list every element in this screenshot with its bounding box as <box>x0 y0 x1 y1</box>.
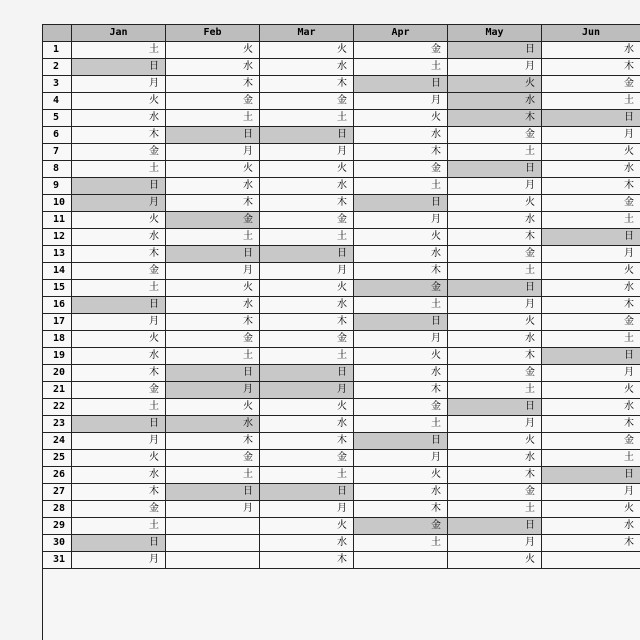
weekday-cell-jan: 火 <box>72 212 166 229</box>
weekday-cell-jun: 水 <box>542 42 640 59</box>
weekday-cell-jan: 火 <box>72 450 166 467</box>
weekday-cell-may: 土 <box>448 263 542 280</box>
weekday-cell-mar: 土 <box>260 348 354 365</box>
weekday-cell-jun: 日 <box>542 467 640 484</box>
weekday-cell-feb: 日 <box>166 365 260 382</box>
weekday-cell-jan: 木 <box>72 246 166 263</box>
weekday-cell-jun: 金 <box>542 76 640 93</box>
day-number: 18 <box>43 331 72 348</box>
weekday-cell-jan: 水 <box>72 348 166 365</box>
weekday-cell-mar: 木 <box>260 76 354 93</box>
weekday-cell-may: 水 <box>448 212 542 229</box>
table-row <box>43 178 640 195</box>
weekday-cell-apr: 火 <box>354 110 448 127</box>
weekday-cell-jan: 月 <box>72 76 166 93</box>
weekday-cell-apr: 土 <box>354 178 448 195</box>
table-row <box>43 365 640 382</box>
weekday-cell-apr: 火 <box>354 229 448 246</box>
table-row <box>43 348 640 365</box>
weekday-cell-may: 木 <box>448 229 542 246</box>
weekday-cell-may: 木 <box>448 348 542 365</box>
weekday-cell-jun: 日 <box>542 229 640 246</box>
weekday-cell-apr: 日 <box>354 195 448 212</box>
weekday-cell-jan: 日 <box>72 535 166 552</box>
table-row <box>43 161 640 178</box>
weekday-cell-may: 金 <box>448 246 542 263</box>
weekday-cell-jan: 木 <box>72 365 166 382</box>
weekday-cell-mar: 水 <box>260 535 354 552</box>
day-number: 30 <box>43 535 72 552</box>
weekday-cell-mar: 土 <box>260 467 354 484</box>
weekday-cell-feb: 金 <box>166 450 260 467</box>
weekday-cell-apr: 月 <box>354 450 448 467</box>
table-row <box>43 127 640 144</box>
weekday-cell-feb: 火 <box>166 280 260 297</box>
month-header-apr: Apr <box>354 25 448 42</box>
day-number: 19 <box>43 348 72 365</box>
weekday-cell-feb: 火 <box>166 42 260 59</box>
weekday-cell-feb: 水 <box>166 178 260 195</box>
weekday-cell-may: 金 <box>448 365 542 382</box>
weekday-cell-may: 火 <box>448 314 542 331</box>
month-header-jan: Jan <box>72 25 166 42</box>
table-row <box>43 110 640 127</box>
table-row <box>43 246 640 263</box>
weekday-cell-may: 火 <box>448 195 542 212</box>
weekday-cell-jun: 土 <box>542 212 640 229</box>
weekday-cell-jan: 日 <box>72 59 166 76</box>
weekday-cell-jun: 月 <box>542 365 640 382</box>
weekday-cell-jan: 土 <box>72 518 166 535</box>
weekday-cell-apr: 木 <box>354 144 448 161</box>
weekday-cell-feb: 土 <box>166 110 260 127</box>
weekday-cell-may: 日 <box>448 42 542 59</box>
table-row <box>43 314 640 331</box>
weekday-cell-jun: 木 <box>542 416 640 433</box>
calendar-table <box>42 24 640 569</box>
weekday-cell-mar: 金 <box>260 93 354 110</box>
weekday-cell-may: 月 <box>448 297 542 314</box>
weekday-cell-feb: 木 <box>166 195 260 212</box>
weekday-cell-may: 月 <box>448 59 542 76</box>
day-number: 9 <box>43 178 72 195</box>
weekday-cell-may: 火 <box>448 552 542 569</box>
weekday-cell-mar: 日 <box>260 365 354 382</box>
month-header-may: May <box>448 25 542 42</box>
table-row <box>43 93 640 110</box>
weekday-cell-jan: 土 <box>72 399 166 416</box>
weekday-cell-jun: 木 <box>542 59 640 76</box>
day-number: 5 <box>43 110 72 127</box>
weekday-cell-feb <box>166 535 260 552</box>
weekday-cell-feb: 土 <box>166 229 260 246</box>
weekday-cell-feb: 土 <box>166 467 260 484</box>
weekday-cell-mar: 木 <box>260 314 354 331</box>
day-number: 13 <box>43 246 72 263</box>
weekday-cell-jan: 木 <box>72 484 166 501</box>
weekday-cell-jan: 日 <box>72 178 166 195</box>
weekday-cell-apr: 木 <box>354 263 448 280</box>
day-number: 25 <box>43 450 72 467</box>
weekday-cell-jun: 金 <box>542 195 640 212</box>
day-number: 16 <box>43 297 72 314</box>
day-number: 3 <box>43 76 72 93</box>
weekday-cell-jun: 木 <box>542 297 640 314</box>
weekday-cell-may: 土 <box>448 382 542 399</box>
table-row <box>43 416 640 433</box>
weekday-cell-mar: 金 <box>260 212 354 229</box>
weekday-cell-jan: 水 <box>72 110 166 127</box>
weekday-cell-jun: 木 <box>542 178 640 195</box>
weekday-cell-mar: 月 <box>260 263 354 280</box>
header-corner <box>43 25 72 42</box>
weekday-cell-feb: 月 <box>166 263 260 280</box>
weekday-cell-may: 土 <box>448 501 542 518</box>
weekday-cell-mar: 水 <box>260 178 354 195</box>
day-number: 26 <box>43 467 72 484</box>
table-row <box>43 467 640 484</box>
table-row <box>43 212 640 229</box>
weekday-cell-apr: 日 <box>354 76 448 93</box>
weekday-cell-feb <box>166 518 260 535</box>
weekday-cell-jan: 土 <box>72 161 166 178</box>
weekday-cell-feb: 金 <box>166 331 260 348</box>
weekday-cell-jun: 水 <box>542 161 640 178</box>
day-number: 14 <box>43 263 72 280</box>
weekday-cell-mar: 土 <box>260 229 354 246</box>
weekday-cell-may: 日 <box>448 161 542 178</box>
weekday-cell-may: 日 <box>448 280 542 297</box>
weekday-cell-feb: 日 <box>166 127 260 144</box>
weekday-cell-may: 火 <box>448 433 542 450</box>
weekday-cell-jan: 日 <box>72 297 166 314</box>
table-row <box>43 229 640 246</box>
weekday-cell-jun: 金 <box>542 314 640 331</box>
weekday-cell-apr: 木 <box>354 382 448 399</box>
weekday-cell-feb: 木 <box>166 433 260 450</box>
day-number: 8 <box>43 161 72 178</box>
weekday-cell-may: 土 <box>448 144 542 161</box>
month-header-jun: Jun <box>542 25 640 42</box>
weekday-cell-feb: 火 <box>166 399 260 416</box>
weekday-cell-feb: 日 <box>166 484 260 501</box>
weekday-cell-apr: 水 <box>354 365 448 382</box>
weekday-cell-mar: 金 <box>260 331 354 348</box>
table-row <box>43 552 640 569</box>
weekday-cell-mar: 火 <box>260 518 354 535</box>
weekday-cell-apr: 金 <box>354 399 448 416</box>
weekday-cell-mar: 火 <box>260 399 354 416</box>
month-header-feb: Feb <box>166 25 260 42</box>
day-number: 31 <box>43 552 72 569</box>
weekday-cell-apr: 水 <box>354 127 448 144</box>
weekday-cell-jun: 月 <box>542 246 640 263</box>
weekday-cell-may: 水 <box>448 450 542 467</box>
weekday-cell-mar: 金 <box>260 450 354 467</box>
weekday-cell-jun: 土 <box>542 331 640 348</box>
weekday-cell-may: 水 <box>448 93 542 110</box>
weekday-cell-jun: 水 <box>542 518 640 535</box>
weekday-cell-jun: 月 <box>542 127 640 144</box>
table-row <box>43 59 640 76</box>
weekday-cell-apr: 水 <box>354 246 448 263</box>
table-row <box>43 195 640 212</box>
weekday-cell-apr: 日 <box>354 314 448 331</box>
weekday-cell-jun: 日 <box>542 110 640 127</box>
weekday-cell-apr: 土 <box>354 535 448 552</box>
weekday-cell-feb: 水 <box>166 416 260 433</box>
weekday-cell-apr: 日 <box>354 433 448 450</box>
weekday-cell-apr: 土 <box>354 59 448 76</box>
weekday-cell-jun: 土 <box>542 93 640 110</box>
day-number: 10 <box>43 195 72 212</box>
weekday-cell-mar: 火 <box>260 280 354 297</box>
table-row <box>43 501 640 518</box>
weekday-cell-jun: 金 <box>542 433 640 450</box>
weekday-cell-jan: 金 <box>72 263 166 280</box>
weekday-cell-apr: 火 <box>354 348 448 365</box>
day-number: 27 <box>43 484 72 501</box>
weekday-cell-feb: 水 <box>166 59 260 76</box>
weekday-cell-may: 金 <box>448 484 542 501</box>
weekday-cell-apr: 月 <box>354 212 448 229</box>
weekday-cell-mar: 木 <box>260 433 354 450</box>
weekday-cell-feb: 月 <box>166 382 260 399</box>
day-number: 7 <box>43 144 72 161</box>
day-number: 22 <box>43 399 72 416</box>
weekday-cell-jun: 火 <box>542 263 640 280</box>
weekday-cell-jun: 火 <box>542 501 640 518</box>
weekday-cell-apr: 金 <box>354 161 448 178</box>
day-number: 29 <box>43 518 72 535</box>
weekday-cell-mar: 日 <box>260 127 354 144</box>
day-number: 20 <box>43 365 72 382</box>
weekday-cell-jun: 日 <box>542 348 640 365</box>
weekday-cell-apr: 月 <box>354 331 448 348</box>
day-number: 12 <box>43 229 72 246</box>
table-row <box>43 76 640 93</box>
weekday-cell-jun: 月 <box>542 484 640 501</box>
weekday-cell-apr: 金 <box>354 518 448 535</box>
day-number: 17 <box>43 314 72 331</box>
weekday-cell-feb: 火 <box>166 161 260 178</box>
table-row <box>43 263 640 280</box>
header-row <box>43 25 640 42</box>
table-row <box>43 518 640 535</box>
weekday-cell-mar: 木 <box>260 195 354 212</box>
day-number: 11 <box>43 212 72 229</box>
weekday-cell-jan: 月 <box>72 314 166 331</box>
day-number: 6 <box>43 127 72 144</box>
weekday-cell-apr: 土 <box>354 297 448 314</box>
table-row <box>43 42 640 59</box>
weekday-cell-feb: 月 <box>166 144 260 161</box>
weekday-cell-feb: 水 <box>166 297 260 314</box>
weekday-cell-feb: 木 <box>166 314 260 331</box>
weekday-cell-feb: 金 <box>166 93 260 110</box>
day-number: 15 <box>43 280 72 297</box>
weekday-cell-jan: 火 <box>72 331 166 348</box>
weekday-cell-may: 日 <box>448 518 542 535</box>
weekday-cell-jan: 土 <box>72 42 166 59</box>
weekday-cell-feb: 月 <box>166 501 260 518</box>
weekday-cell-apr: 木 <box>354 501 448 518</box>
day-number: 2 <box>43 59 72 76</box>
table-row <box>43 450 640 467</box>
weekday-cell-mar: 水 <box>260 297 354 314</box>
weekday-cell-jan: 水 <box>72 467 166 484</box>
weekday-cell-may: 日 <box>448 399 542 416</box>
weekday-cell-mar: 火 <box>260 161 354 178</box>
weekday-cell-jan: 木 <box>72 127 166 144</box>
weekday-cell-jun: 水 <box>542 280 640 297</box>
day-number: 21 <box>43 382 72 399</box>
weekday-cell-mar: 水 <box>260 59 354 76</box>
month-header-mar: Mar <box>260 25 354 42</box>
weekday-cell-apr: 火 <box>354 467 448 484</box>
weekday-cell-jun <box>542 552 640 569</box>
weekday-cell-may: 水 <box>448 331 542 348</box>
weekday-cell-may: 月 <box>448 178 542 195</box>
weekday-cell-jan: 月 <box>72 552 166 569</box>
weekday-cell-feb: 木 <box>166 76 260 93</box>
weekday-cell-jun: 土 <box>542 450 640 467</box>
weekday-cell-jan: 火 <box>72 93 166 110</box>
weekday-cell-jan: 金 <box>72 144 166 161</box>
weekday-cell-may: 木 <box>448 467 542 484</box>
table-row <box>43 297 640 314</box>
weekday-cell-mar: 月 <box>260 144 354 161</box>
weekday-cell-jan: 土 <box>72 280 166 297</box>
weekday-cell-jun: 木 <box>542 535 640 552</box>
day-number: 1 <box>43 42 72 59</box>
table-row <box>43 382 640 399</box>
weekday-cell-feb <box>166 552 260 569</box>
table-row <box>43 331 640 348</box>
weekday-cell-jan: 日 <box>72 416 166 433</box>
weekday-cell-feb: 金 <box>166 212 260 229</box>
weekday-cell-feb: 土 <box>166 348 260 365</box>
table-row <box>43 535 640 552</box>
weekday-cell-apr: 月 <box>354 93 448 110</box>
weekday-cell-mar: 日 <box>260 246 354 263</box>
weekday-cell-apr <box>354 552 448 569</box>
weekday-cell-apr: 金 <box>354 42 448 59</box>
weekday-cell-mar: 火 <box>260 42 354 59</box>
weekday-cell-mar: 木 <box>260 552 354 569</box>
weekday-cell-apr: 水 <box>354 484 448 501</box>
weekday-cell-may: 火 <box>448 76 542 93</box>
table-row <box>43 433 640 450</box>
table-row <box>43 484 640 501</box>
weekday-cell-may: 木 <box>448 110 542 127</box>
day-number: 28 <box>43 501 72 518</box>
weekday-cell-jan: 金 <box>72 501 166 518</box>
weekday-cell-mar: 月 <box>260 501 354 518</box>
table-row <box>43 144 640 161</box>
weekday-cell-may: 金 <box>448 127 542 144</box>
weekday-cell-jun: 水 <box>542 399 640 416</box>
weekday-cell-apr: 土 <box>354 416 448 433</box>
weekday-cell-mar: 月 <box>260 382 354 399</box>
weekday-cell-may: 月 <box>448 535 542 552</box>
table-row <box>43 399 640 416</box>
day-number: 24 <box>43 433 72 450</box>
day-number: 23 <box>43 416 72 433</box>
weekday-cell-mar: 土 <box>260 110 354 127</box>
weekday-cell-feb: 日 <box>166 246 260 263</box>
weekday-cell-mar: 日 <box>260 484 354 501</box>
weekday-cell-apr: 金 <box>354 280 448 297</box>
weekday-cell-mar: 水 <box>260 416 354 433</box>
weekday-cell-jan: 水 <box>72 229 166 246</box>
day-number: 4 <box>43 93 72 110</box>
weekday-cell-jan: 月 <box>72 195 166 212</box>
weekday-cell-jun: 火 <box>542 144 640 161</box>
weekday-cell-jan: 月 <box>72 433 166 450</box>
weekday-cell-jan: 金 <box>72 382 166 399</box>
weekday-cell-jun: 火 <box>542 382 640 399</box>
calendar-body <box>43 42 640 569</box>
weekday-cell-may: 月 <box>448 416 542 433</box>
table-row <box>43 280 640 297</box>
